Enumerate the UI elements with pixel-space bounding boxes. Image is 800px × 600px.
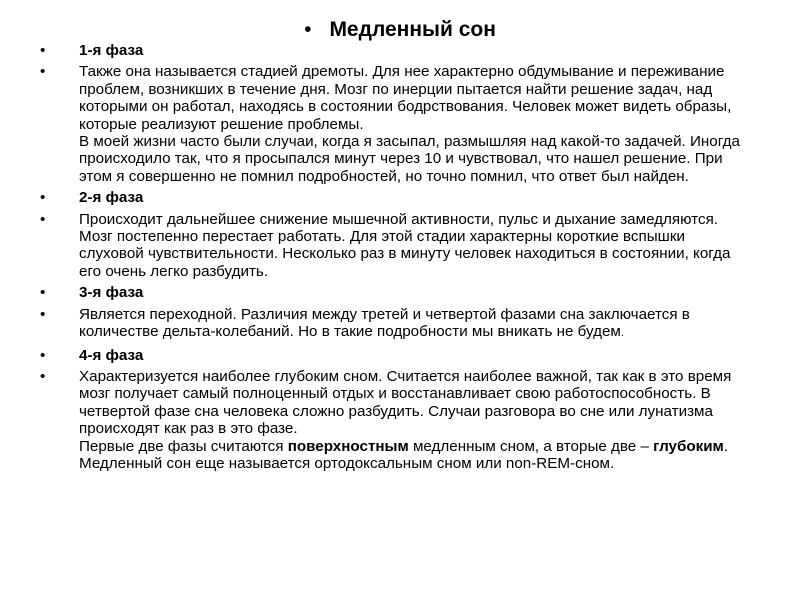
phase3-body <box>40 306 740 343</box>
phase1-heading-text: 1-я фаза <box>79 42 144 59</box>
bullet-marker: • <box>40 210 46 228</box>
phase4-bold-deep: глубоким <box>653 437 724 455</box>
phase4-text-b-part2: медленным сном, а вторые две – <box>408 437 654 455</box>
bullet-marker: • <box>40 284 46 302</box>
phase2-heading-text: 2-я фаза <box>79 189 144 207</box>
bullet-marker: • <box>40 189 46 207</box>
phase3-text-end: . <box>620 327 624 340</box>
phase4-text-b <box>79 438 740 473</box>
phase2-heading <box>40 189 740 206</box>
bullet-list <box>40 42 740 476</box>
bullet-marker: • <box>40 346 46 364</box>
phase2-body <box>40 211 740 281</box>
phase4-heading-text: 4-я фаза <box>79 346 144 364</box>
bullet-marker: • <box>40 63 46 81</box>
phase1-body <box>40 63 740 185</box>
phase2-text: Происходит дальнейшее снижение мышечной активности, пульс и дыхание замедляются. Мозг постепенно перестает работать. Для этой стадии характерны короткие вспышки слуховой чувствительности. Несколько раз в минуту человек находиться в состоянии, когда его очень легко разбудить. <box>79 210 731 280</box>
phase4-body <box>40 368 740 472</box>
bullet-marker: • <box>304 18 312 41</box>
bullet-marker: • <box>40 367 46 385</box>
phase3-heading <box>40 284 740 301</box>
slide-title: Медленный сон <box>329 18 496 41</box>
phase4-text-a: Характеризуется наиболее глубоким сном. Считается наиболее важной, так как в это время мозг получает самый полноценный отдых и восстанавливает свою работоспособность. В четвертой фазе сна человека сложно разбудить. Случаи разговора во сне или лунатизма происходят как раз в это фазе. <box>79 367 732 438</box>
phase4-text-b-part3: . Медленный сон еще называется ортодоксальным сном или non-REM-сном. <box>79 437 729 472</box>
phase1-text-b: В моей жизни часто были случаи, когда я засыпал, размышляя над какой-то задачей. Иногда происходило так, что я просыпался минут через 10 и чувствовал, что нашел решение. При этом я совершенно не помнил подробностей, но точно помнил, что ответ был найден. <box>79 133 740 185</box>
phase3-text: Является переходной. Различия между третей и четвертой фазами сна заключается в количестве дельта-колебаний. Но в такие подробности мы вникать не будем <box>79 305 690 341</box>
phase4-text-b-part1: Первые две фазы считаются <box>79 437 288 455</box>
phase1-text-a: Также она называется стадией дремоты. Для нее характерно обдумывание и переживание проблем, возникших в течение дня. Мозг по инерции пытается найти решение задач, над которыми он работал, находясь в состоянии бодрствования. Человек может видеть образы, которые реализуют решение проблемы. <box>79 63 732 133</box>
phase4-heading <box>40 347 740 364</box>
phase4-bold-superficial: поверхностным <box>287 437 409 455</box>
slide-title-row <box>0 16 800 44</box>
bullet-marker: • <box>40 42 46 59</box>
phase1-heading <box>40 42 740 59</box>
phase3-heading-text: 3-я фаза <box>79 284 144 302</box>
bullet-marker: • <box>40 305 46 323</box>
